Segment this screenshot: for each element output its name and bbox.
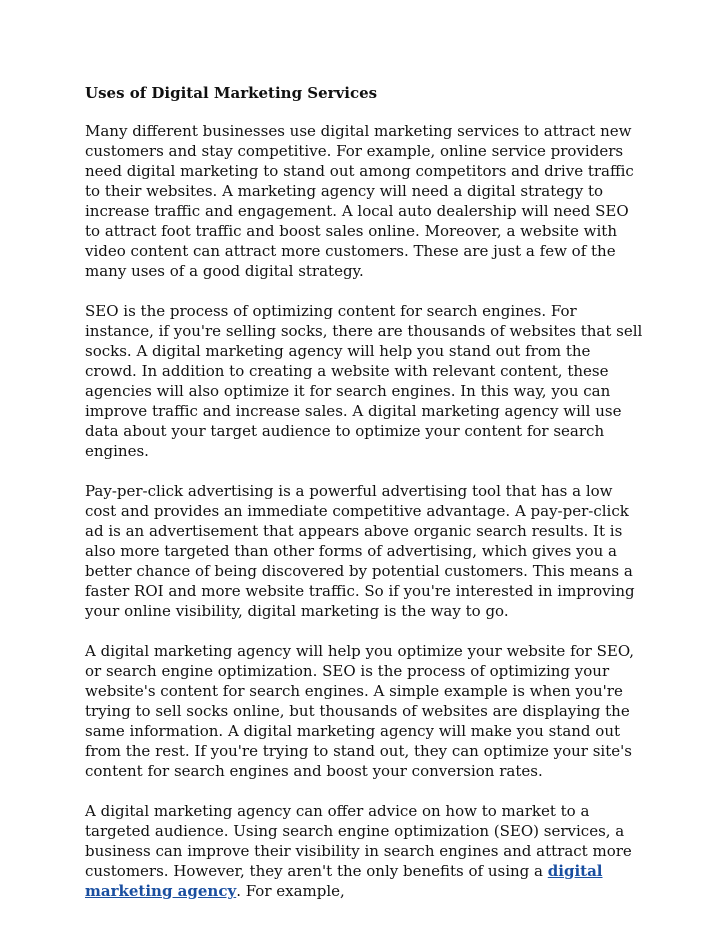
paragraph-5-text-before-link: A digital marketing agency can offer advice on how to market to a targeted audience. Using search engine optimization (SEO) services, a business can improve their visibility in search engines and attract more customers. However, they aren't the only benefits of using a bbox=[85, 802, 632, 880]
paragraph-3: Pay-per-click advertising is a powerful advertising tool that has a low cost and provides an immediate competitive advantage. A pay-per-click ad is an advertisement that appears above organic search results. It is also more targeted than other forms of advertising, which gives you a better chance of being discovered by potential customers. This means a faster ROI and more website traffic. So if you're interested in improving your online visibility, digital marketing is the way to go. bbox=[85, 482, 635, 620]
paragraph-4: A digital marketing agency will help you optimize your website for SEO, or search engine optimization. SEO is the process of optimizing your website's content for search engines. A simple example is when you're trying to sell socks online, but thousands of websites are displaying the same information. A digital marketing agency will make you stand out from the rest. If you're trying to stand out, they can optimize your site's content for search engines and boost your conversion rates. bbox=[85, 642, 635, 780]
paragraph-5 bbox=[85, 801, 645, 901]
paragraph-5-text-after-link: . For example, bbox=[236, 882, 345, 900]
document-page bbox=[85, 83, 645, 921]
document-title: Uses of Digital Marketing Services bbox=[85, 84, 378, 102]
digital-marketing-agency-link[interactable]: digital marketing agency bbox=[85, 862, 603, 900]
paragraph-2: SEO is the process of optimizing content for search engines. For instance, if you're selling socks, there are thousands of websites that sell socks. A digital marketing agency will help you stand out from the crowd. In addition to creating a website with relevant content, these agencies will also optimize it for search engines. In this way, you can improve traffic and increase sales. A digital marketing agency will use data about your target audience to optimize your content for search engines. bbox=[85, 302, 643, 460]
paragraph-1: Many different businesses use digital marketing services to attract new customers and stay competitive. For example, online service providers need digital marketing to stand out among competitors and drive traffic to their websites. A marketing agency will need a digital strategy to increase traffic and engagement. A local auto dealership will need SEO to attract foot traffic and boost sales online. Moreover, a website with video content can attract more customers. These are just a few of the many uses of a good digital strategy. bbox=[85, 122, 634, 280]
